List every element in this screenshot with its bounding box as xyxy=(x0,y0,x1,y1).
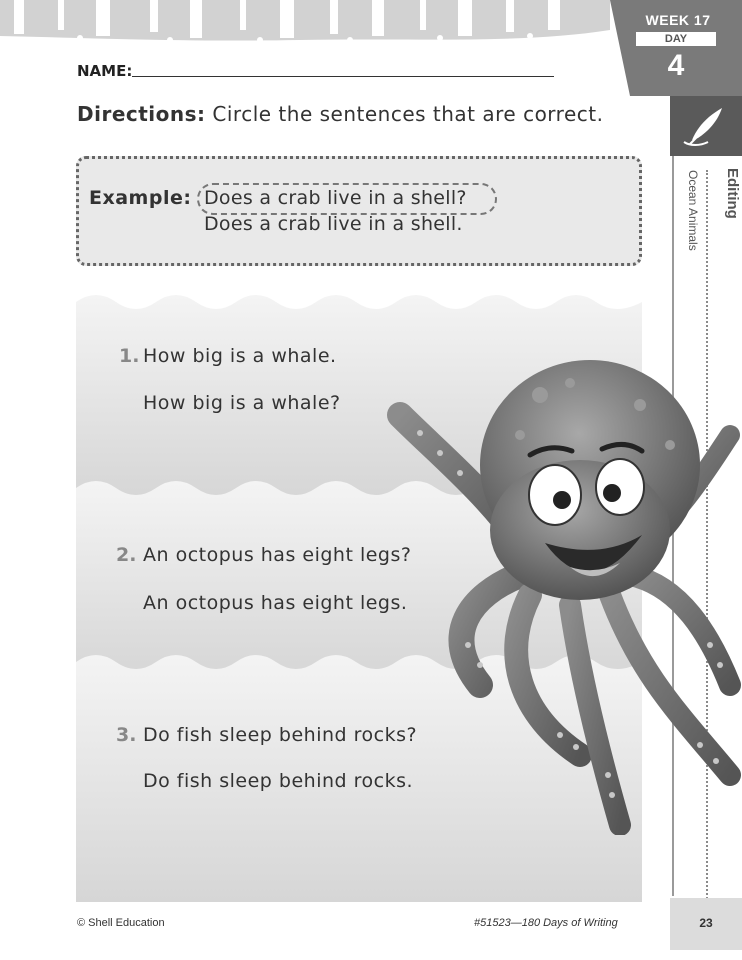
question-1-option-b[interactable]: How big is a whale? xyxy=(143,392,341,414)
week-label: WEEK 17 xyxy=(645,12,711,28)
directions xyxy=(77,102,603,126)
question-2-option-a[interactable]: An octopus has eight legs? xyxy=(143,544,412,566)
day-label: DAY xyxy=(636,32,716,46)
question-1-option-a[interactable]: How big is a whale. xyxy=(143,345,337,367)
example-label: Example: xyxy=(89,187,192,209)
footer-book-title: #51523—180 Days of Writing xyxy=(474,917,618,929)
quill-pen-icon xyxy=(670,96,742,156)
question-2-number: 2. xyxy=(116,544,137,566)
question-1-number: 1. xyxy=(119,345,140,367)
sidebar-topic: Ocean Animals xyxy=(686,170,700,251)
question-3-number: 3. xyxy=(116,724,137,746)
example-sentence-correct: Does a crab live in a shell? xyxy=(204,187,467,209)
question-2-option-b[interactable]: An octopus has eight legs. xyxy=(143,592,408,614)
page-number: 23 xyxy=(699,916,713,930)
sidebar-category: Editing xyxy=(724,168,741,219)
name-label: NAME: xyxy=(77,62,133,80)
sidebar-icon-panel xyxy=(670,96,742,156)
question-3-option-b[interactable]: Do fish sleep behind rocks. xyxy=(143,770,414,792)
day-number: 4 xyxy=(667,49,685,82)
directions-text: Circle the sentences that are correct. xyxy=(205,102,604,126)
question-3-option-a[interactable]: Do fish sleep behind rocks? xyxy=(143,724,418,746)
example-sentence-incorrect: Does a crab live in a shell. xyxy=(204,213,463,235)
octopus-illustration xyxy=(380,355,742,835)
footer-publisher: © Shell Education xyxy=(77,917,165,929)
directions-lead: Directions: xyxy=(77,102,206,126)
name-input-line[interactable] xyxy=(132,76,554,77)
